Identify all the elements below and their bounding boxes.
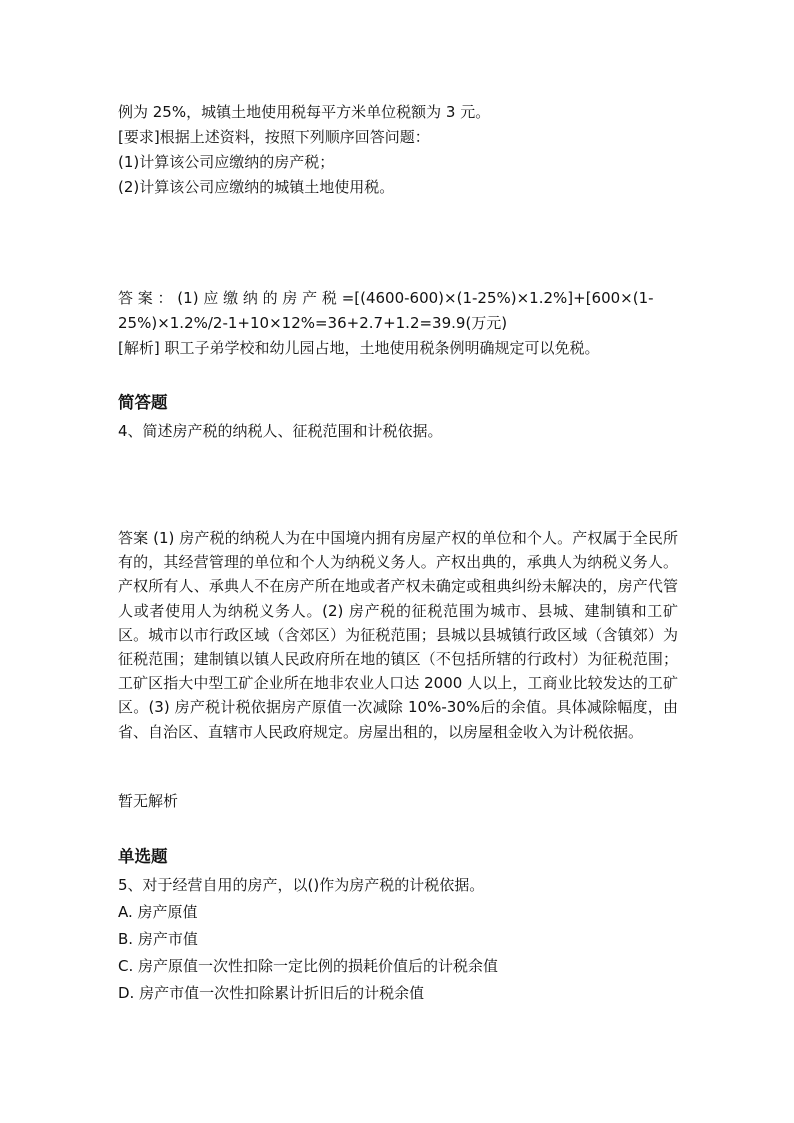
problem-line-1: 例为 25%，城镇土地使用税每平方米单位税额为 3 元。 — [118, 103, 491, 121]
problem-line-2: [要求]根据上述资料，按照下列顺序回答问题： — [118, 128, 430, 146]
section-heading-single-choice: 单选题 — [118, 847, 168, 866]
answer-line-1: 答 案 ： (1) 应 缴 纳 的 房 产 税 =[(4600-600)×(1-25%)×1.2%]+[600×(1- — [118, 289, 654, 307]
option-c: C. 房产原值一次性扣除一定比例的损耗价值后的计税余值 — [118, 957, 499, 975]
short-answer-analysis: 暂无解析 — [118, 792, 179, 810]
option-d: D. 房产市值一次性扣除累计折旧后的计税余值 — [118, 984, 425, 1002]
short-answer-text: 答案 (1) 房产税的纳税人为在中国境内拥有房屋产权的单位和个人。产权属于全民所有的，其经营管理的单位和个人为纳税义务人。产权出典的，承典人为纳税义务人。产权所有人、承典人不在房产所在地或者产权未确定或租典纠纷未解决的，房产代管人或者使用人为纳税义务人。(2) 房产税的征税范围为城市、县城、建制镇和工矿区。城市以市行政区域（含郊区）为征税范围；县城以县城镇行政区域（含镇郊）为征税范围；建制镇以镇人民政府所在地的镇区（不包括所辖的行政村）为征税范围；工矿区指大中型工矿企业所在地非农业人口达 2000 人以上，工商业比较发达的工矿区。(3) 房产税计税依据房产原值一次减除 10%-30%后的余值。具体减除幅度，由省、自治区、直辖市人民政府规定。房屋出租的，以房屋租金收入为计税依据。 — [118, 529, 678, 741]
question-4: 4、简述房产税的纳税人、征税范围和计税依据。 — [118, 422, 443, 440]
question-5: 5、对于经营自用的房产，以()作为房产税的计税依据。 — [118, 876, 485, 894]
section-heading-short-answer: 简答题 — [118, 393, 168, 412]
answer-line-2: 25%)×1.2%/2-1+10×12%=36+2.7+1.2=39.9(万元) — [118, 314, 508, 332]
analysis-text: [解析] 职工子弟学校和幼儿园占地，土地使用税条例明确规定可以免税。 — [118, 339, 600, 357]
option-b: B. 房产市值 — [118, 930, 198, 948]
option-a: A. 房产原值 — [118, 903, 198, 921]
problem-line-3: (1)计算该公司应缴纳的房产税； — [118, 153, 335, 171]
problem-line-4: (2)计算该公司应缴纳的城镇土地使用税。 — [118, 178, 395, 196]
